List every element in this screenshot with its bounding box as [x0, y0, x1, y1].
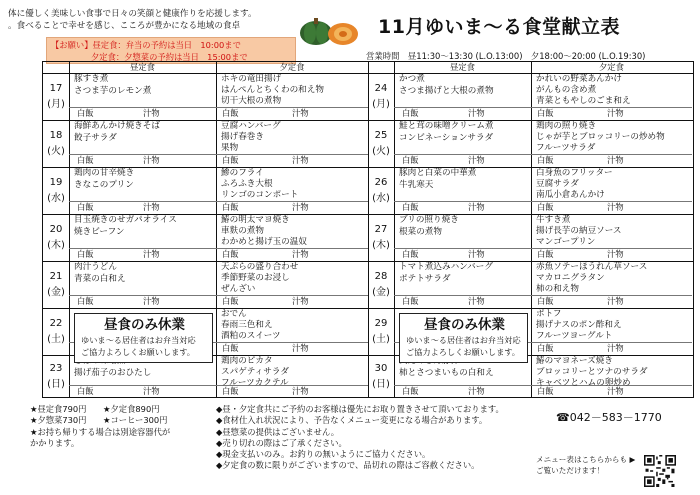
lunch-dish: さつま揚げと大根の煮物: [399, 85, 494, 96]
soup-label: 汁物: [292, 386, 309, 396]
soup-label: 汁物: [468, 386, 485, 396]
rice-label: 白飯: [537, 155, 554, 165]
lunch-dish: 揚げ茄子のおひたし: [74, 367, 152, 378]
day-number: 21: [49, 270, 63, 282]
dinner-dish: かれいの野菜あんかけ: [536, 74, 622, 84]
notice-line-1: [51, 39, 291, 51]
dinner-dish: がんもの含め煮: [536, 85, 597, 96]
header-lunch-left: 昼定食: [129, 62, 156, 72]
intro-text: [8, 8, 308, 32]
lunch-dish: 目玉焼きのせガパオライス: [74, 215, 177, 225]
note-line: ◆昼惣菜の提供はございません。: [216, 426, 340, 437]
menu-table: [42, 61, 694, 398]
day-label: [368, 175, 394, 207]
lunch-dish: 根菜の煮物: [399, 226, 442, 237]
day-of-week: (木): [47, 239, 65, 251]
grid-line: [216, 62, 217, 397]
rice-label: 白飯: [402, 155, 419, 165]
day-label: [43, 175, 69, 207]
lunch-dish: 鶏肉の甘辛焼き: [74, 168, 135, 178]
note-line: ◆現金支払いのみ。お釣りの無いようにご協力ください。: [216, 449, 431, 460]
day-number: 19: [49, 176, 63, 188]
rice-label: 白飯: [537, 343, 554, 353]
lunch-dish: 豚肉と白菜の中華煮: [399, 168, 477, 178]
day-of-week: (月): [47, 98, 65, 110]
soup-label: 汁物: [468, 108, 485, 118]
lunch-dish: コンビネーションサラダ: [399, 132, 494, 143]
lunch-dish: 青菜の白和え: [74, 273, 126, 284]
day-number: 20: [49, 223, 63, 235]
soup-label: 汁物: [143, 155, 160, 165]
day-number: 25: [374, 129, 388, 141]
dinner-dish: 鶏肉のピカタ: [221, 356, 273, 366]
day-label: [368, 269, 394, 301]
side-divider: [69, 107, 368, 108]
soup-label: 汁物: [292, 202, 309, 212]
rice-label: 白飯: [537, 296, 554, 306]
dinner-dish: 季節野菜のお浸し: [221, 273, 290, 284]
day-label: [368, 361, 394, 393]
lunch-dish: ポテトサラダ: [399, 273, 451, 284]
day-label: [43, 81, 69, 113]
side-divider: [69, 201, 368, 202]
lunch-dish: 海鮮あんかけ焼きそば: [74, 121, 160, 131]
holiday-line: ご協力よろしくお願いします。: [406, 347, 520, 357]
dinner-dish: 青菜ともやしのごま和え: [536, 96, 631, 107]
dinner-dish: 牛すき煮: [536, 215, 571, 225]
rice-label: 白飯: [402, 249, 419, 259]
day-of-week: (土): [372, 333, 390, 345]
price-line: かかります。: [30, 437, 80, 448]
lunch-dish: ブリの照り焼き: [399, 215, 459, 225]
day-label: [43, 128, 69, 160]
dinner-dish: 白身魚のフリッター: [536, 168, 613, 178]
lunch-dish: 牛乳寒天: [399, 179, 434, 190]
day-number: 30: [374, 362, 388, 374]
day-label: [368, 81, 394, 113]
day-of-week: (水): [372, 192, 390, 204]
dinner-dish: キャベツとハムの卵炒め: [536, 378, 631, 389]
header-lunch-right: 昼定食: [449, 62, 476, 72]
day-of-week: (水): [47, 192, 65, 204]
menu-note-line: メニュー表はこちらからも ▶: [536, 455, 636, 464]
price-list: [30, 404, 170, 449]
dinner-dish: 春雨三色和え: [221, 320, 273, 331]
day-of-week: (日): [372, 378, 390, 390]
rice-label: 白飯: [537, 108, 554, 118]
intro-line: 。食べることで幸せを感じ、こころが豊かになる地域の食卓: [8, 21, 241, 31]
phone-number: ☎042－583－1770: [556, 411, 662, 424]
dinner-dish: 赤魚ソテーほうれん草ソース: [536, 262, 648, 272]
soup-label: 汁物: [292, 249, 309, 259]
pumpkin-illustration: [298, 14, 360, 46]
soup-label: 汁物: [143, 296, 160, 306]
rice-label: 白飯: [222, 386, 239, 396]
rice-label: 白飯: [77, 249, 94, 259]
dinner-dish: 豆腐サラダ: [536, 179, 579, 190]
rice-label: 白飯: [537, 202, 554, 212]
holiday-title: 昼食のみ休業: [104, 317, 185, 333]
dinner-dish: スパゲティサラダ: [221, 367, 289, 378]
dinner-dish: ポトフ: [536, 309, 562, 319]
day-number: 22: [49, 317, 63, 329]
dinner-dish: 天ぷらの盛り合わせ: [221, 262, 299, 272]
holiday-box: [399, 313, 528, 363]
grid-line: [69, 62, 70, 397]
day-number: 27: [374, 223, 388, 235]
day-label: [368, 222, 394, 254]
rice-label: 白飯: [402, 202, 419, 212]
day-label: [43, 316, 69, 348]
notice-label: 【お願い】: [51, 40, 93, 50]
lunch-dish: 豚すき煮: [74, 74, 109, 84]
lunch-dish: きなこのプリン: [74, 179, 134, 190]
rice-label: 白飯: [222, 296, 239, 306]
day-label: [43, 269, 69, 301]
row-divider: [43, 308, 693, 309]
soup-label: 汁物: [143, 249, 160, 259]
rice-label: 白飯: [537, 386, 554, 396]
day-number: 29: [374, 317, 388, 329]
rice-label: 白飯: [77, 386, 94, 396]
day-number: 23: [49, 362, 63, 374]
dinner-dish: 果物: [221, 143, 239, 154]
note-line: ◆昼・夕定食共にご予約のお客様は優先にお取り置きさせて頂いております。: [216, 404, 504, 414]
day-number: 17: [49, 82, 63, 94]
dinner-dish: 鯵のフライ: [221, 168, 264, 178]
rice-label: 白飯: [222, 108, 239, 118]
lunch-dish: さつま芋のレモン煮: [74, 85, 152, 96]
rice-label: 白飯: [77, 108, 94, 118]
dinner-dish: 揚げナスのポン酢和え: [536, 320, 622, 331]
soup-label: 汁物: [468, 249, 485, 259]
soup-label: 汁物: [468, 155, 485, 165]
price-line: ★夕惣菜730円 ★コーヒー300円: [30, 415, 168, 426]
soup-label: 汁物: [607, 386, 624, 396]
intro-line: 体に優しく美味しい食事で日々の笑顔と健康作りを応援します。: [8, 9, 257, 19]
day-of-week: (金): [47, 286, 65, 298]
dinner-dish: 車麩の煮物: [221, 226, 264, 237]
day-of-week: (土): [47, 333, 65, 345]
notice-line1-prefix: 昼定食：: [92, 40, 126, 50]
soup-label: 汁物: [292, 108, 309, 118]
lunch-dish: 柿とさつまいもの白和え: [399, 367, 494, 378]
lunch-dish: 肉汁うどん: [74, 262, 117, 272]
soup-label: 汁物: [143, 108, 160, 118]
page-title: 11月ゆいま～る食堂献立表: [378, 16, 620, 38]
day-of-week: (木): [372, 239, 390, 251]
grid-line: [394, 62, 395, 397]
business-hours: 営業時間 昼11:30～13:30 (L.O.13:00) 夕18:00～20:00 (L.O.19:30): [366, 51, 646, 61]
day-label: [43, 222, 69, 254]
soup-label: 汁物: [607, 343, 624, 353]
dinner-dish: フルーツサラダ: [536, 143, 596, 154]
holiday-title: 昼食のみ休業: [424, 317, 505, 333]
dinner-dish: おでん: [221, 309, 247, 319]
rice-label: 白飯: [402, 386, 419, 396]
header-dinner-right: 夕定食: [598, 62, 625, 72]
notes-list: [216, 404, 504, 472]
notice-line1-text: 弁当の予約は当日 10:00まで: [125, 40, 241, 50]
dinner-dish: ぜんざい: [221, 284, 256, 295]
soup-label: 汁物: [292, 343, 309, 353]
dinner-dish: 豆腐ハンバーグ: [221, 121, 281, 131]
dinner-dish: フルーツヨーグルト: [536, 331, 613, 342]
day-of-week: (日): [47, 378, 65, 390]
soup-label: 汁物: [143, 202, 160, 212]
note-line: ◆食材仕入れ状況により、予告なくメニュー変更になる場合があります。: [216, 415, 488, 426]
holiday-box: [74, 313, 213, 363]
soup-label: 汁物: [607, 249, 624, 259]
dinner-dish: フルーツカクテル: [221, 378, 289, 389]
qr-code-image[interactable]: [644, 455, 676, 487]
rice-label: 白飯: [77, 155, 94, 165]
day-of-week: (火): [372, 145, 390, 157]
day-of-week: (火): [47, 145, 65, 157]
rice-label: 白飯: [77, 296, 94, 306]
dinner-dish: ブロッコリーとツナのサラダ: [536, 367, 648, 378]
dinner-dish: 酒粕のスイーツ: [221, 331, 281, 342]
soup-label: 汁物: [292, 296, 309, 306]
price-line: ★昼定食790円 ★夕定食890円: [30, 404, 160, 414]
day-label: [368, 316, 394, 348]
dinner-dish: ふろふき大根: [221, 179, 273, 190]
dinner-dish: マンゴープリン: [536, 237, 596, 248]
dinner-dish: 鶏肉の照り焼き: [536, 121, 597, 131]
note-line: ◆売り切れの際はご了承ください。: [216, 437, 347, 448]
dinner-dish: 切干大根の煮物: [221, 96, 282, 107]
day-label: [43, 361, 69, 393]
soup-label: 汁物: [468, 296, 485, 306]
dinner-dish: 揚げ長芋の納豆ソース: [536, 226, 622, 237]
day-number: 18: [49, 129, 63, 141]
day-number: 28: [374, 270, 388, 282]
dinner-dish: 柿の和え物: [536, 284, 579, 295]
holiday-line: ご協力よろしくお願いします。: [81, 347, 195, 357]
price-line: ★お持ち帰りする場合は別途容器代が: [30, 426, 171, 437]
lunch-dish: かつ煮: [399, 74, 425, 84]
soup-label: 汁物: [607, 202, 624, 212]
day-number: 26: [374, 176, 388, 188]
reservation-notice: [46, 37, 296, 64]
lunch-dish: 鮭と茸の味噌クリーム煮: [399, 121, 494, 131]
holiday-line: ゆいま～る居住者はお弁当対応: [81, 335, 196, 345]
dinner-dish: 鰆の明太マヨ焼き: [221, 215, 290, 225]
day-of-week: (月): [372, 98, 390, 110]
rice-label: 白飯: [222, 155, 239, 165]
soup-label: 汁物: [607, 108, 624, 118]
side-divider: [69, 154, 368, 155]
day-of-week: (金): [372, 286, 390, 298]
side-divider: [69, 248, 368, 249]
notice-line2-prefix: 夕定食：: [91, 52, 125, 62]
soup-label: 汁物: [143, 386, 160, 396]
rice-label: 白飯: [402, 296, 419, 306]
grid-line: [531, 62, 532, 397]
rice-label: 白飯: [222, 343, 239, 353]
dinner-dish: 揚げ春巻き: [221, 132, 264, 143]
holiday-line: ゆいま～る居住者はお弁当対応: [406, 335, 521, 345]
rice-label: 白飯: [402, 108, 419, 118]
day-label: [368, 128, 394, 160]
rice-label: 白飯: [537, 249, 554, 259]
dinner-dish: ホキの竜田揚げ: [221, 74, 282, 84]
dinner-dish: 鰆のマヨネーズ焼き: [536, 356, 613, 366]
note-line: ◆夕定食の数に限りがございますので、品切れの際はご容赦ください。: [216, 460, 480, 471]
menu-note-line: ご覧いただけます！: [536, 466, 605, 476]
dinner-dish: わかめと揚げ玉の温奴: [221, 237, 307, 248]
dinner-dish: じゃが芋とブロッコリーの炒め物: [536, 132, 665, 143]
rice-label: 白飯: [77, 202, 94, 212]
soup-label: 汁物: [607, 296, 624, 306]
header-dinner-left: 夕定食: [279, 62, 305, 72]
menu-note: [536, 454, 635, 477]
day-number: 24: [374, 82, 388, 94]
side-divider: [69, 385, 368, 386]
notice-line2-text: 夕惣菜の予約は当日 15:00まで: [124, 52, 248, 62]
lunch-dish: 焼きビーフン: [74, 226, 125, 237]
rice-label: 白飯: [222, 202, 239, 212]
dinner-dish: リンゴのコンポート: [221, 190, 299, 201]
lunch-dish: 餃子サラダ: [74, 132, 117, 143]
lunch-dish: トマト煮込みハンバーグ: [399, 262, 493, 272]
soup-label: 汁物: [292, 155, 309, 165]
dinner-dish: 南瓜小倉あんかけ: [536, 190, 605, 201]
rice-label: 白飯: [222, 249, 239, 259]
side-divider: [69, 295, 368, 296]
soup-label: 汁物: [468, 202, 485, 212]
soup-label: 汁物: [607, 155, 624, 165]
dinner-dish: はんぺんとちくわの和え物: [221, 85, 324, 96]
dinner-dish: マカロニグラタン: [536, 273, 605, 284]
